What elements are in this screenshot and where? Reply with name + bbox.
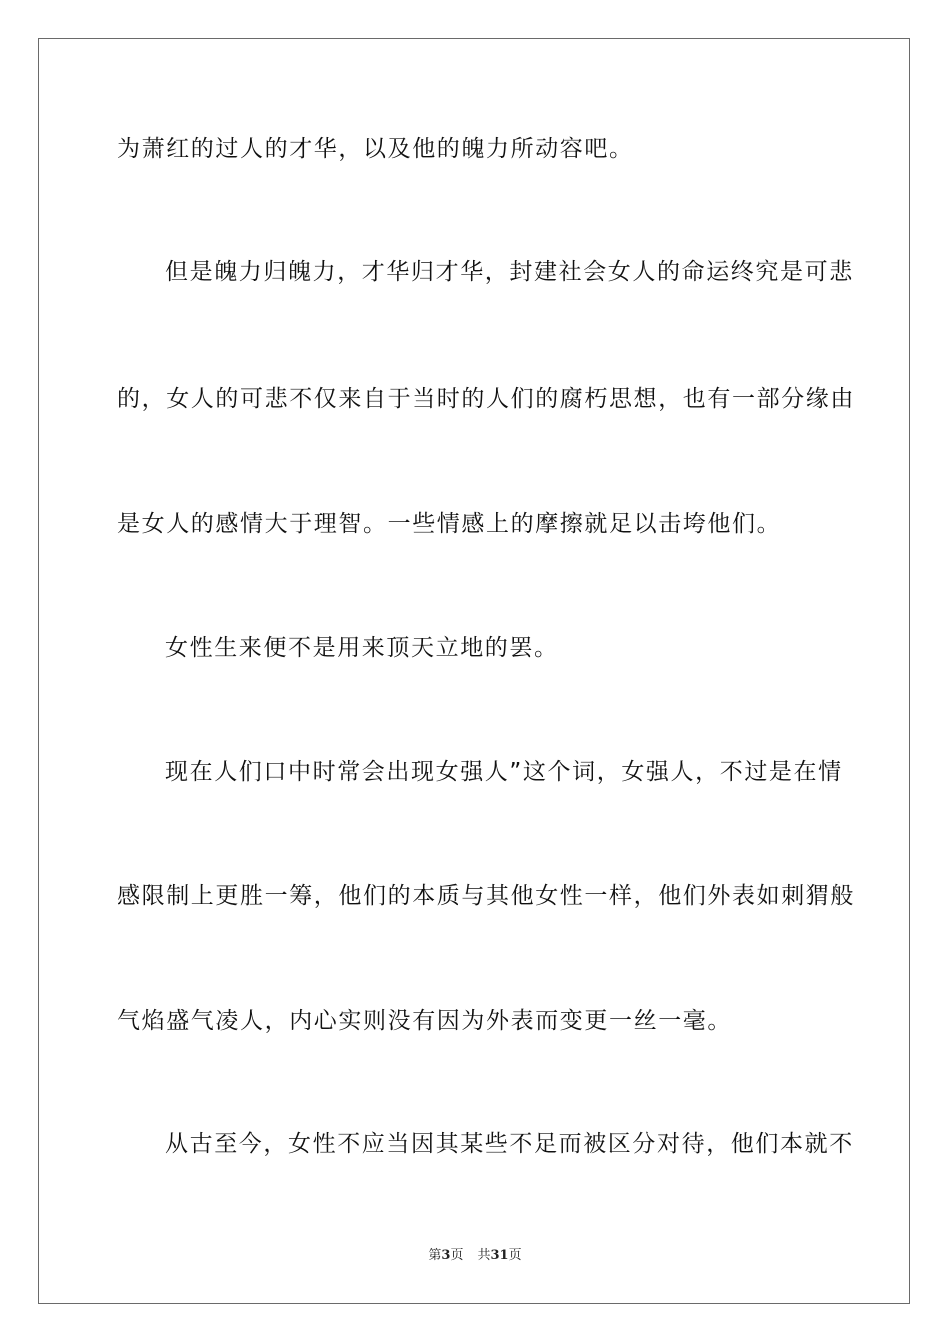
text-line: 是女人的感情大于理智。一些情感上的摩擦就足以击垮他们。	[117, 511, 782, 537]
text-line: 但是魄力归魄力，才华归才华，封建社会女人的命运终究是可悲	[165, 259, 854, 285]
total-pages: 31	[490, 1248, 509, 1263]
text-line: 气焰盛气凌人，内心实则没有因为外表而变更一丝一毫。	[117, 1008, 732, 1034]
text-line: 感限制上更胜一筹，他们的本质与其他女性一样，他们外表如刺猬般	[117, 883, 855, 909]
page-number: 3	[441, 1248, 451, 1263]
text-line: 现在人们口中时常会出现女强人”这个词，女强人，不过是在情	[165, 759, 843, 785]
text-line: 女性生来便不是用来顶天立地的罢。	[165, 635, 559, 661]
page-footer	[0, 1247, 950, 1265]
text-line: 为萧红的过人的才华，以及他的魄力所动容吧。	[117, 136, 634, 162]
text-line: 从古至今，女性不应当因其某些不足而被区分对待，他们本就不	[165, 1131, 854, 1157]
text-line: 的，女人的可悲不仅来自于当时的人们的腐朽思想，也有一部分缘由	[117, 386, 855, 412]
total-suffix: 页	[508, 1248, 522, 1263]
page-border	[38, 38, 910, 1304]
page-suffix: 页	[450, 1248, 464, 1263]
page-prefix: 第	[428, 1248, 442, 1263]
total-prefix: 共	[477, 1248, 491, 1263]
